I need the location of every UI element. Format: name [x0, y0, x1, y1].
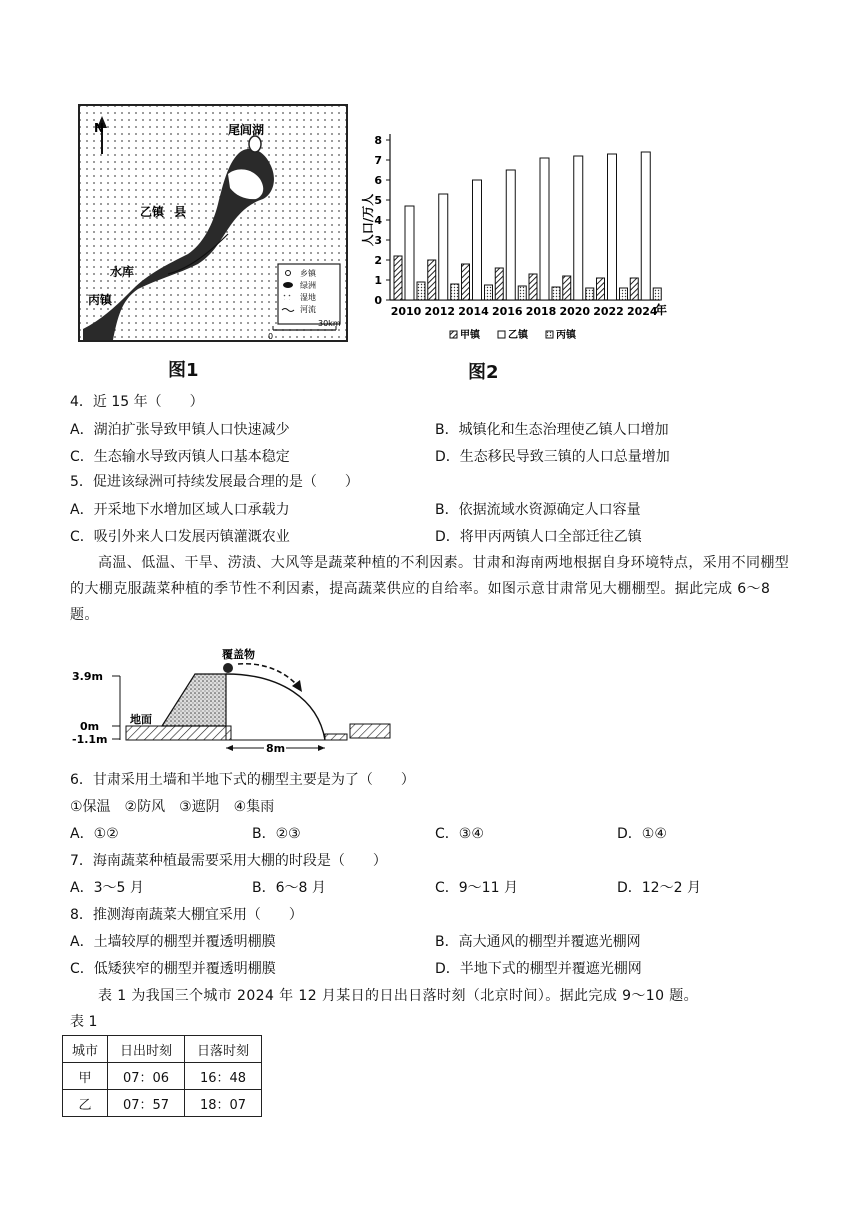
lake-shape	[249, 136, 261, 152]
bar-丙镇	[552, 287, 560, 300]
y-tick-label: 3	[374, 234, 382, 247]
sunrise-table	[62, 1035, 262, 1117]
q7-stem: 7．海南蔬菜种植最需要采用大棚的时段是（ ）	[70, 853, 387, 869]
q8-option-a: A．土墙较厚的棚型并覆透明棚膜	[70, 934, 276, 950]
town-bing-label: 丙镇	[88, 293, 113, 307]
bar-乙镇	[608, 154, 617, 300]
x-tick-label: 2020	[559, 305, 591, 318]
bar-甲镇	[428, 260, 436, 300]
legend-river: 河流	[300, 305, 316, 314]
county-label: 县	[174, 205, 187, 219]
x-tick-label: 2012	[424, 305, 456, 318]
q8-stem: 8．推测海南蔬菜大棚宜采用（ ）	[70, 907, 303, 923]
q5-stem: 5．促进该绿洲可持续发展最合理的是（ ）	[70, 474, 359, 490]
table-cell: 07：06	[108, 1063, 185, 1090]
table-cell: 16：48	[185, 1063, 262, 1090]
q6-stem: 6．甘肃采用土墙和半地下式的棚型主要是为了（ ）	[70, 772, 415, 788]
fig2-caption: 图2	[468, 362, 499, 383]
table-row	[63, 1090, 262, 1117]
bar-乙镇	[574, 156, 583, 300]
bar-丙镇	[653, 288, 661, 300]
legend-label: 乙镇	[508, 330, 528, 341]
map-legend	[278, 264, 340, 324]
table-cell: 乙	[63, 1090, 108, 1117]
table-cell: 甲	[63, 1063, 108, 1090]
bar-甲镇	[630, 278, 638, 300]
bar-丙镇	[620, 288, 628, 300]
bar-乙镇	[540, 158, 549, 300]
reservoir-label: 水库	[110, 265, 135, 279]
table-header: 城市	[63, 1036, 108, 1063]
bar-丙镇	[485, 285, 493, 300]
bar-甲镇	[394, 256, 402, 300]
x-tick-label: 2010	[390, 305, 422, 318]
width-label: 8m	[266, 742, 286, 754]
legend-label: 甲镇	[460, 330, 480, 341]
lake-label: 尾闾湖	[228, 123, 265, 137]
x-tick-label: 2016	[491, 305, 523, 318]
table-cell: 18：07	[185, 1090, 262, 1117]
svg-text:0: 0	[268, 332, 274, 341]
q4-option-c: C．生态输水导致丙镇人口基本稳定	[70, 449, 290, 465]
chart-ylabel: 人口/万人	[361, 193, 375, 247]
bar-甲镇	[563, 276, 571, 300]
q4-stem: 4．近 15 年（ ）	[70, 394, 204, 410]
bar-丙镇	[417, 282, 425, 300]
town-yi-label: 乙镇	[140, 205, 165, 219]
bar-乙镇	[641, 152, 650, 300]
population-bar-chart	[360, 130, 680, 350]
table-row	[63, 1063, 262, 1090]
bar-丙镇	[586, 288, 594, 300]
y-tick-label: 7	[374, 154, 382, 167]
ground-label: 地面	[130, 713, 152, 726]
q6-items: ①保温 ②防风 ③遮阴 ④集雨	[70, 799, 275, 815]
oasis-map	[78, 104, 348, 342]
cover-label: 覆盖物	[222, 648, 255, 661]
chart-xlabel: 年	[655, 303, 668, 317]
y-tick-label: 6	[374, 174, 382, 187]
bar-丙镇	[451, 284, 459, 300]
q6-option-b: B．②③	[252, 826, 301, 842]
q4-option-d: D．生态移民导致三镇的人口总量增加	[435, 449, 670, 465]
bar-乙镇	[506, 170, 515, 300]
y-tick-label: 0	[374, 294, 382, 307]
bar-乙镇	[405, 206, 414, 300]
y-tick-label: 2	[374, 254, 382, 267]
q5-option-a: A．开采地下水增加区域人口承载力	[70, 502, 290, 518]
q6-option-a: A．①②	[70, 826, 119, 842]
legend-swatch	[498, 331, 505, 338]
legend-label: 丙镇	[556, 330, 576, 341]
q6-option-d: D．①④	[617, 826, 667, 842]
intro-sunrise: 表 1 为我国三个城市 2024 年 12 月某日的日出日落时刻（北京时间）。据此完成 9～10 题。	[98, 988, 699, 1004]
y-tick-label: 1	[374, 274, 382, 287]
legend-swatch	[450, 331, 457, 338]
q4-option-b: B．城镇化和生态治理使乙镇人口增加	[435, 422, 669, 438]
bar-甲镇	[529, 274, 537, 300]
q8-option-c: C．低矮狭窄的棚型并覆透明棚膜	[70, 961, 276, 977]
depth-label: -1.1m	[72, 733, 108, 746]
legend-town: 乡镇	[300, 269, 316, 278]
bar-丙镇	[518, 286, 526, 300]
table-header: 日落时刻	[185, 1036, 262, 1063]
table-header: 日出时刻	[108, 1036, 185, 1063]
legend-swatch	[546, 331, 553, 338]
q6-option-c: C．③④	[435, 826, 484, 842]
zero-label: 0m	[80, 720, 100, 733]
table-header-row	[63, 1036, 262, 1063]
bar-甲镇	[597, 278, 605, 300]
x-tick-label: 2024	[626, 305, 658, 318]
q7-option-d: D．12～2 月	[617, 880, 701, 896]
y-tick-label: 5	[374, 194, 382, 207]
table1-title: 表 1	[70, 1014, 98, 1030]
x-tick-label: 2018	[525, 305, 557, 318]
intro-greenhouse: 高温、低温、干旱、涝渍、大风等是蔬菜种植的不利因素。甘肃和海南两地根据自身环境特点，采用不同棚型的大棚克服蔬菜种植的季节性不利因素，提高蔬菜供应的自给率。如图示意甘肃常见大棚棚型。据此完成 6～8 题。	[70, 555, 790, 623]
bar-甲镇	[495, 268, 503, 300]
fig1-caption: 图1	[168, 360, 199, 381]
q5-option-c: C．吸引外来人口发展丙镇灌溉农业	[70, 529, 290, 545]
q7-option-a: A．3～5 月	[70, 880, 144, 896]
height-label: 3.9m	[72, 670, 103, 683]
q4-option-a: A．湖泊扩张导致甲镇人口快速减少	[70, 422, 290, 438]
q8-option-b: B．高大通风的棚型并覆遮光棚网	[435, 934, 641, 950]
legend-wetland: 湿地	[300, 293, 316, 302]
bar-乙镇	[473, 180, 482, 300]
q7-option-b: B．6～8 月	[252, 880, 326, 896]
table-cell: 07：57	[108, 1090, 185, 1117]
bar-乙镇	[439, 194, 448, 300]
q7-option-c: C．9～11 月	[435, 880, 518, 896]
y-tick-label: 4	[374, 214, 382, 227]
q5-option-d: D．将甲丙两镇人口全部迁往乙镇	[435, 529, 642, 545]
x-tick-label: 2014	[458, 305, 489, 318]
bar-甲镇	[462, 264, 470, 300]
north-label: N	[94, 121, 105, 135]
q8-option-d: D．半地下式的棚型并覆遮光棚网	[435, 961, 642, 977]
y-tick-label: 8	[374, 134, 382, 147]
legend-oasis: 绿洲	[300, 281, 316, 290]
svg-text:30km: 30km	[318, 319, 341, 328]
greenhouse-diagram	[70, 644, 400, 754]
q5-option-b: B．依据流域水资源确定人口容量	[435, 502, 641, 518]
x-tick-label: 2022	[593, 305, 624, 318]
